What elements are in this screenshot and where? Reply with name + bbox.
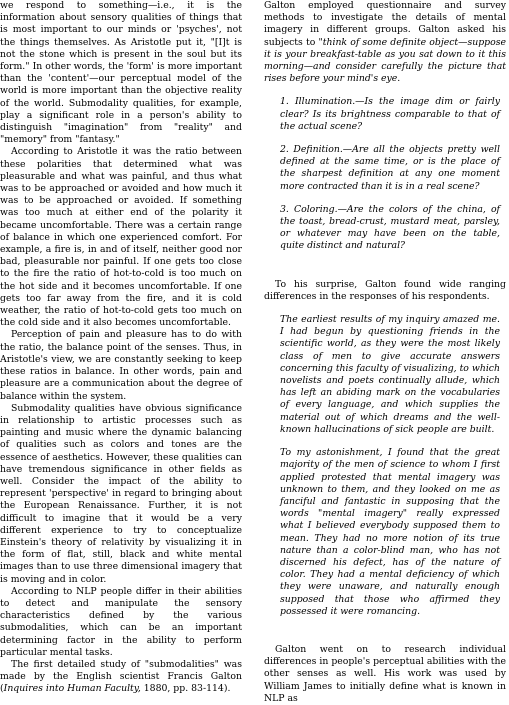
quote-paragraph-earliest-results: The earliest results of my inquiry amazed me. I had begun by questioning friends in the scientific world, as they were the most likely class of men to give accurate answers concerning this faculty of visualizing, to which novelists and poets continually allude, which has left an abiding mark on the vocabularies of every language, and which supplies the material out of which dreams and the well-known hallucinations of sick people are built. — [280, 314, 500, 435]
question-illumination: 1. Illumination.—Is the image dim or fairly clear? Is its brightness comparable to that of the actual scene? — [280, 96, 500, 132]
galton-instruction-quote: "think of some definite object—suppose it is your breakfast-table as you sat down to it this morning—and consider carefully the picture that rises before your mind's eye. — [264, 36, 506, 85]
galton-study-citation: 1880, pp. 83-114). — [140, 683, 231, 695]
quote-paragraph-astonishment: To my astonishment, I found that the great majority of the men of science to whom I first applied protested that mental imagery was unknown to them, and they looked on me as fanciful and fantastic in supposing that the words "mental imagery" really expressed what I believed everybody supposed them to mean. They had no more notion of its true nature than a color-blind man, who has not discerned his defect, has of the nature of color. They had a mental deficiency of which they were unaware, and naturally enough supposed that those who affirmed they possessed it were romancing. — [280, 447, 500, 617]
paragraph-surprise: To his surprise, Galton found wide ranging differences in the responses of his respondents. — [264, 278, 506, 302]
paragraph-form-vs-content: we respond to something—i.e., it is the information about sensory qualities of things that is most important to our minds or 'psyches', not the things themselves. As Aristotle put it, "[I]t is not the stone which is present in the soul but its form." In other words, the 'form' is more important than the 'content'—our perceptual model of the world is more important than the objective reality of the world. Submodality qualities, for example, play a significant role in a person's ability to distinguish "imagination" from "reality" and "memory" from "fantasy." — [0, 0, 242, 146]
question-definition: 2. Definition.—Are all the objects pretty well defined at the same time, or is the place of the sharpest definition at any one moment more contracted than it is in a real scene? — [280, 144, 500, 192]
paragraph-galton-research: Galton went on to research individual differences in people's perceptual abilities with the other senses as well. His work was used by William James to initially define what is known in NLP as — [264, 643, 507, 704]
paragraph-nlp-abilities: According to NLP people differ in their abilities to detect and manipulate the sensory characteristics defined by the various submodalities, which can be an important determining factor in the ability to perform particular mental tasks. — [0, 585, 242, 658]
right-column — [264, 0, 506, 705]
paragraph-artistic-significance: Submodality qualities have obvious significance in relationship to artistic processes such as painting and music where the dynamic balancing of qualities such as colors and tones are the essence of aesthetics. However, these qualities can have tremendous significance in other fields as well. Consider the impact of the ability to represent 'perspective' in regard to bringing about the European Renaissance. Further, it is not difficult to imagine that it would be a very different experience to try to conceptualize Einstein's theory of relativity by visualizing it in the form of flat, still, black and white mental images than to use three dimensional imagery that is moving and in color. — [0, 402, 242, 585]
paragraph-galton-method — [264, 0, 506, 85]
question-list — [264, 96, 506, 252]
paragraph-galton-study — [0, 659, 242, 696]
galton-quote — [264, 314, 506, 618]
question-coloring: 3. Coloring.—Are the colors of the china, of the toast, bread-crust, mustard meat, parsley, or whatever may have been on the table, quite distinct and natural? — [280, 203, 500, 252]
book-title: Inquires into Human Faculty, — [3, 683, 141, 695]
paragraph-pain-pleasure: Perception of pain and pleasure has to do with the ratio, the balance point of the senses. Thus, in Aristotle's view, we are constantly seeking to keep these ratios in balance. In other words, pain and pleasure are a communication about the degree of balance within the system. — [0, 329, 242, 402]
galton-method-text: Galton employed questionnaire and survey methods to investigate the details of mental imagery in different groups. Galton asked his subjects to — [264, 0, 506, 48]
galton-study-text: The first detailed study of "submodalities" was made by the English scientist Francis Galton ( — [0, 658, 242, 695]
left-column — [0, 0, 242, 696]
paragraph-aristotle-ratio: According to Aristotle it was the ratio between these polarities that determined what was pleasurable and what was painful, and thus what was to be approached or avoided and how much it was to be approached or avoided. If something was too much at either end of the polarity it became uncomfortable. There was a certain range of balance in which one experienced comfort. For example, a fire is, in and of itself, neither good nor bad, pleasurable nor painful. If one gets too close to the fire the ratio of hot-to-cold is too much on the hot side and it becomes uncomfortable. If one gets too far away from the fire, and it is cold weather, the ratio of hot-to-cold gets too much on the cold side and it also becomes uncomfortable. — [0, 146, 242, 329]
